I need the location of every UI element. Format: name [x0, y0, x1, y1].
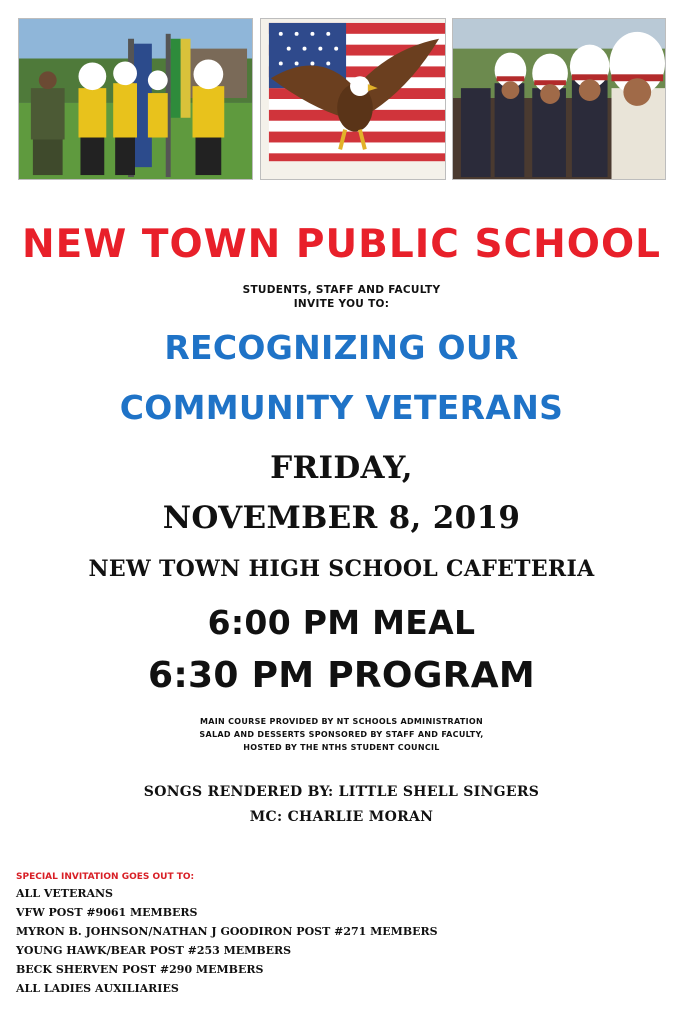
photo-strip: [18, 18, 666, 180]
event-headline-line-1: RECOGNIZING OUR: [164, 328, 519, 367]
songs-credit: SONGS RENDERED BY: LITTLE SHELL SINGERS: [143, 784, 540, 800]
sponsor-note-3: HOSTED BY THE NTHS STUDENT COUNCIL: [243, 743, 440, 752]
invite-line-1: STUDENTS, STAFF AND FACULTY: [242, 284, 441, 296]
event-day: FRIDAY,: [270, 450, 413, 486]
meal-time: 6:00 PM MEAL: [207, 603, 476, 642]
special-invitation: [16, 870, 656, 998]
eagle-flag-photo-icon: [260, 18, 446, 180]
invitation-item: BECK SHERVEN POST #290 MEMBERS: [16, 963, 264, 976]
school-title: NEW TOWN PUBLIC SCHOOL: [22, 222, 661, 267]
sponsor-note-2: SALAD AND DESSERTS SPONSORED BY STAFF AND FACULTY,: [199, 730, 484, 739]
invite-line-2: INVITE YOU TO:: [293, 298, 390, 310]
event-headline-line-2: COMMUNITY VETERANS: [119, 388, 564, 427]
mc-credit: MC: CHARLIE MORAN: [249, 809, 434, 825]
event-venue: NEW TOWN HIGH SCHOOL CAFETERIA: [88, 556, 595, 582]
program-time: 6:30 PM PROGRAM: [148, 655, 535, 696]
invitation-item: ALL VETERANS: [16, 887, 113, 900]
sponsor-note-1: MAIN COURSE PROVIDED BY NT SCHOOLS ADMINISTRATION: [199, 717, 484, 726]
sponsor-notes: [0, 715, 683, 754]
event-date: NOVEMBER 8, 2019: [162, 500, 521, 536]
invitation-heading: SPECIAL INVITATION GOES OUT TO:: [16, 872, 195, 882]
invitation-item: YOUNG HAWK/BEAR POST #253 MEMBERS: [16, 944, 292, 957]
color-guard-photo-icon: [18, 18, 253, 180]
invite-text: [0, 283, 683, 311]
invitation-item: ALL LADIES AUXILIARIES: [16, 982, 179, 995]
invitation-item: VFW POST #9061 MEMBERS: [16, 906, 198, 919]
elders-headdress-photo-icon: [452, 18, 666, 180]
invitation-item: MYRON B. JOHNSON/NATHAN J GOODIRON POST #271 MEMBERS: [16, 925, 438, 938]
